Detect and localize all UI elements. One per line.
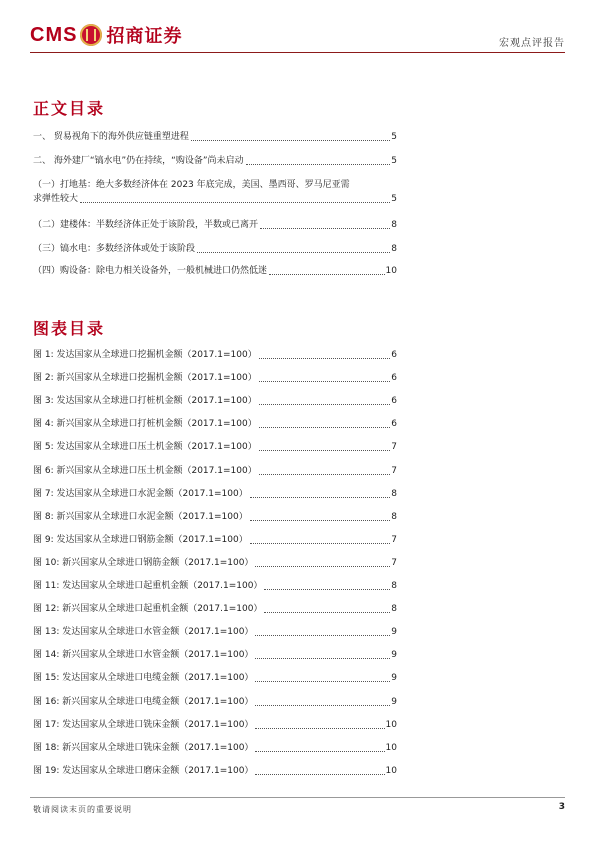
dot-leader	[264, 612, 390, 613]
figure-entry-page: 6	[391, 396, 397, 407]
figure-entry-page: 9	[391, 650, 397, 661]
figure-entry-page: 7	[391, 534, 397, 545]
figure-entry[interactable]	[33, 764, 397, 778]
figure-entry-text: 图 17: 发达国家从全球进口铣床金额（2017.1=100）	[33, 719, 254, 730]
figure-entry-page: 8	[391, 511, 397, 522]
dot-leader	[259, 474, 391, 475]
figure-entry-page: 7	[391, 442, 397, 453]
contents-entry-page: 8	[391, 220, 397, 230]
footer-divider	[30, 797, 565, 798]
contents-entry[interactable]	[33, 178, 397, 206]
dot-leader	[255, 751, 384, 752]
footer-disclaimer: 敬请阅读末页的重要说明	[33, 805, 132, 814]
figure-entry[interactable]	[33, 487, 397, 501]
figure-entry-page: 6	[391, 350, 397, 360]
contents-entry[interactable]	[33, 218, 397, 232]
contents-entry-text: 求弹性较大	[33, 194, 79, 204]
contents-entry[interactable]	[33, 264, 397, 278]
figure-entry-page: 8	[391, 488, 397, 499]
figure-entry-page: 8	[391, 604, 397, 615]
dot-leader	[191, 140, 390, 141]
figure-entry[interactable]	[33, 417, 397, 431]
dot-leader	[259, 358, 391, 359]
dot-leader	[246, 164, 391, 165]
figure-entry[interactable]	[33, 464, 397, 478]
figure-entry[interactable]	[33, 371, 397, 385]
dot-leader	[255, 728, 384, 729]
dot-leader	[80, 202, 390, 203]
figure-entry[interactable]	[33, 718, 397, 732]
contents-entry-text: （三）镐水电：多数经济体或处于该阶段	[33, 244, 196, 254]
figure-entry-text: 图 1: 发达国家从全球进口挖掘机金额（2017.1=100）	[33, 350, 257, 360]
header-divider	[30, 52, 565, 53]
figure-entry-text: 图 10: 新兴国家从全球进口钢筋金额（2017.1=100）	[33, 557, 254, 568]
figure-entry[interactable]	[33, 556, 397, 570]
dot-leader	[259, 404, 391, 405]
contents-entry-page: 10	[385, 266, 397, 276]
dot-leader	[255, 635, 390, 636]
dot-leader	[259, 381, 391, 382]
figure-entry-page: 9	[391, 627, 397, 638]
figure-entry-text: 图 2: 新兴国家从全球进口挖掘机金额（2017.1=100）	[33, 373, 257, 384]
contents-entry-text: （一）打地基：绝大多数经济体在 2023 年底完成，美国、墨西哥、罗马尼亚需	[33, 180, 350, 190]
figure-entry[interactable]	[33, 533, 397, 547]
figure-entry-text: 图 15: 发达国家从全球进口电缆金额（2017.1=100）	[33, 673, 254, 684]
dot-leader	[259, 450, 391, 451]
dot-leader	[197, 252, 390, 253]
contents-entry[interactable]	[33, 130, 397, 144]
contents-entry[interactable]	[33, 242, 397, 256]
figure-entry-page: 10	[385, 719, 397, 730]
figure-entry-page: 8	[391, 581, 397, 591]
report-type: 宏观点评报告	[499, 38, 565, 49]
figure-entry[interactable]	[33, 510, 397, 524]
figure-entry[interactable]	[33, 695, 397, 709]
figure-entry-page: 6	[391, 419, 397, 430]
figure-entry-page: 10	[385, 765, 397, 776]
figure-entry-text: 图 12: 新兴国家从全球进口起重机金额（2017.1=100）	[33, 604, 263, 615]
dot-leader	[250, 497, 391, 498]
logo-cn-text: 招商证券	[106, 26, 183, 47]
figure-entry-text: 图 18: 新兴国家从全球进口铣床金额（2017.1=100）	[33, 742, 254, 753]
dot-leader	[250, 543, 391, 544]
figure-entry-text: 图 6: 新兴国家从全球进口压土机金额（2017.1=100）	[33, 465, 257, 476]
logo-cms-text: CMS	[30, 23, 78, 46]
figure-entry[interactable]	[33, 348, 397, 362]
figure-entry-text: 图 9: 发达国家从全球进口钢筋金额（2017.1=100）	[33, 534, 248, 545]
figure-entry-text: 图 4: 新兴国家从全球进口打桩机金额（2017.1=100）	[33, 419, 257, 430]
logo-emblem-icon	[80, 24, 102, 46]
contents-entry-text: 一、 贸易视角下的海外供应链重塑进程	[33, 132, 189, 142]
figure-entry-page: 9	[391, 673, 397, 684]
dot-leader	[255, 681, 390, 682]
dot-leader	[255, 774, 384, 775]
figure-entry-text: 图 8: 新兴国家从全球进口水泥金额（2017.1=100）	[33, 511, 248, 522]
figure-entry-text: 图 16: 新兴国家从全球进口电缆金额（2017.1=100）	[33, 696, 254, 707]
figure-entry-text: 图 14: 新兴国家从全球进口水管金额（2017.1=100）	[33, 650, 254, 661]
contents-entry[interactable]	[33, 154, 397, 168]
figure-entry-page: 9	[391, 696, 397, 707]
page-number: 3	[558, 802, 565, 812]
dot-leader	[255, 566, 390, 567]
figure-entry-text: 图 13: 发达国家从全球进口水管金额（2017.1=100）	[33, 627, 254, 638]
figure-entry-page: 7	[391, 465, 397, 476]
dot-leader	[260, 228, 390, 229]
figure-entry[interactable]	[33, 625, 397, 639]
figure-entry[interactable]	[33, 579, 397, 593]
figure-entry[interactable]	[33, 440, 397, 454]
figure-entry[interactable]	[33, 671, 397, 685]
figure-entry[interactable]	[33, 394, 397, 408]
contents-entry-page: 5	[391, 132, 397, 142]
figure-entry-text: 图 19: 发达国家从全球进口磨床金额（2017.1=100）	[33, 765, 254, 776]
figure-entry-page: 6	[391, 373, 397, 384]
dot-leader	[259, 427, 391, 428]
figure-entry-page: 7	[391, 557, 397, 568]
figure-entry-text: 图 7: 发达国家从全球进口水泥金额（2017.1=100）	[33, 488, 248, 499]
contents-entry-page: 5	[391, 194, 397, 204]
dot-leader	[264, 589, 390, 590]
contents-entry-page: 5	[391, 156, 397, 166]
figure-entry-text: 图 11: 发达国家从全球进口起重机金额（2017.1=100）	[33, 581, 263, 591]
contents-entry-text: 二、 海外建厂“镐水电”仍在持续，“购设备”尚未启动	[33, 156, 244, 166]
figure-entry[interactable]	[33, 741, 397, 755]
dot-leader	[269, 274, 385, 275]
contents-entry-text: （四）购设备：除电力相关设备外，一般机械进口仍然低迷	[33, 266, 268, 276]
dot-leader	[255, 705, 390, 706]
contents-title: 正文目录	[33, 99, 106, 118]
dot-leader	[255, 658, 390, 659]
figure-entry[interactable]	[33, 602, 397, 616]
dot-leader	[250, 520, 391, 521]
contents-entry-page: 8	[391, 244, 397, 254]
figures-title: 图表目录	[33, 319, 106, 338]
figure-entry-page: 10	[385, 742, 397, 753]
page-header	[30, 18, 565, 52]
contents-entry-text: （二）建楼体：半数经济体正处于该阶段，半数或已离开	[33, 220, 259, 230]
figure-entry-text: 图 5: 发达国家从全球进口压土机金额（2017.1=100）	[33, 442, 257, 453]
figure-entry-text: 图 3: 发达国家从全球进口打桩机金额（2017.1=100）	[33, 396, 257, 407]
figure-entry[interactable]	[33, 648, 397, 662]
company-logo	[30, 22, 182, 48]
